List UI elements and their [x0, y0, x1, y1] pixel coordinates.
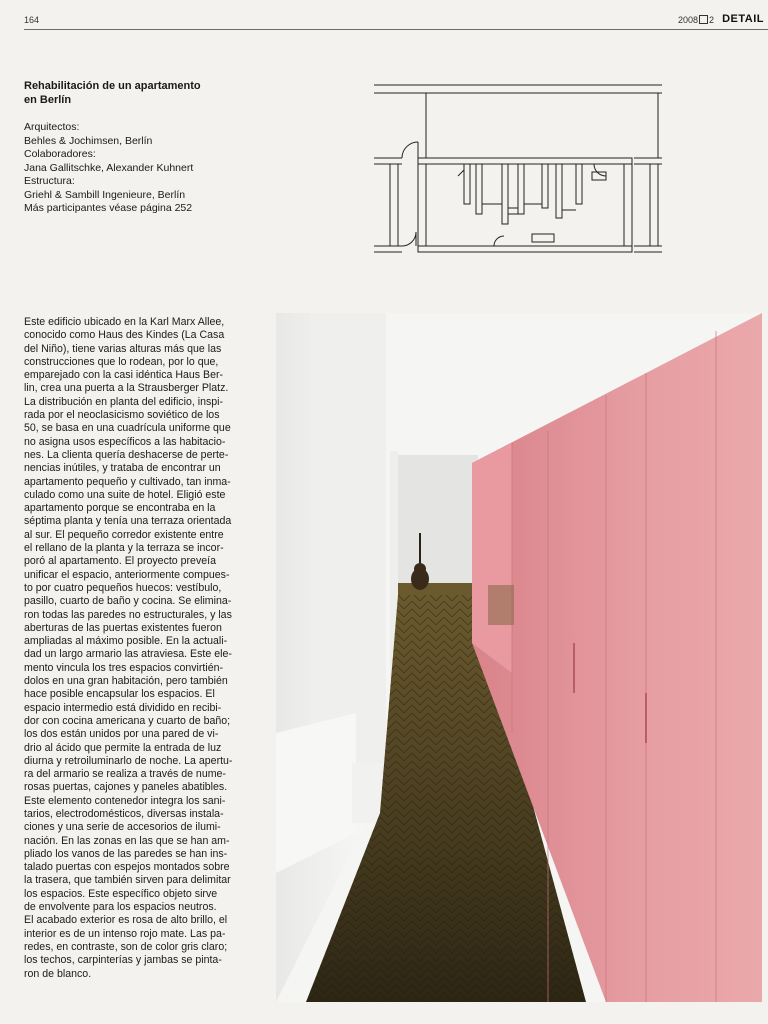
body-line: al sur. El pequeño corredor existente entre: [24, 528, 224, 541]
body-line: de envolvente para los espacios neutros.: [24, 901, 217, 914]
body-line: ron todas las paredes no estructurales, y las: [24, 608, 232, 621]
credit-line: Behles & Jochimsen, Berlín: [24, 134, 153, 147]
body-line: ra del armario se realiza a través de nume-: [24, 768, 226, 781]
body-line: del Niño), tiene varias alturas más que las: [24, 342, 222, 355]
issue-year: 2008: [677, 15, 698, 25]
article-body: [24, 316, 260, 981]
body-line: rosas puertas, cajones y paneles abatibles.: [24, 781, 228, 794]
body-line: rada por el neoclasicismo soviético de los: [24, 409, 220, 422]
body-line: nación. En las zonas en las que se han am-: [24, 834, 230, 847]
credit-line: Griehl & Sambill Ingenieure, Berlín: [24, 188, 186, 201]
body-line: ciones y una serie de accesorios de ilumi-: [24, 821, 221, 834]
body-line: ampliadas al máximo posible. En la actuali-: [24, 635, 228, 648]
body-line: no asigna usos específicos a las habitacio-: [24, 435, 226, 448]
body-line: Este elemento contenedor integra los sani-: [24, 794, 226, 807]
header-divider: [24, 29, 768, 30]
body-line: talado puertas con espejos montados sobre: [24, 861, 230, 874]
body-line: nes. La clienta quería deshacerse de perte-: [24, 448, 229, 461]
body-line: nencias inútiles, y trataba de encontrar un: [24, 462, 221, 475]
body-line: drio al ácido que permite la entrada de luz: [24, 741, 222, 754]
body-line: ron de blanco.: [24, 967, 92, 980]
body-line: pliado los vanos de las paredes se han ins-: [24, 847, 228, 860]
body-line: Este edificio ubicado en la Karl Marx Allee,: [24, 316, 225, 328]
issue-label: [678, 15, 714, 25]
body-line: apartamento porque se encontraba en la: [24, 502, 216, 515]
credit-line: Jana Gallitschke, Alexander Kuhnert: [24, 161, 194, 174]
body-line: La distribución en planta del edificio, inspi-: [24, 395, 224, 408]
issue-separator-icon: [699, 15, 708, 24]
body-line: hace posible encapsular los espacios. El: [24, 688, 215, 701]
title-line: Rehabilitación de un apartamento: [24, 80, 201, 92]
body-line: tarios, electrodomésticos, diversas instala-: [24, 807, 224, 820]
body-line: mento vincula los tres espacios convirtién-: [24, 661, 224, 674]
credit-line: Más participantes véase página 252: [24, 202, 193, 214]
body-line: la trasera, que también sirven para delimitar: [24, 874, 231, 887]
body-line: el rellano de la planta y la terraza se incor-: [24, 542, 224, 555]
issue-number: 2: [708, 15, 714, 25]
floor-plan: [372, 80, 664, 260]
body-line: to por cuatro pequeños huecos: vestíbulo,: [24, 581, 222, 594]
page-header: [0, 0, 768, 30]
body-line: dor con cocina americana y cuarto de baño;: [24, 714, 231, 727]
title-line: en Berlín: [24, 93, 72, 106]
body-line: 50, se basa en una cuadrícula uniforme que: [24, 422, 231, 435]
interior-photo: [276, 313, 762, 1002]
body-line: construcciones que lo rodean, por lo que,: [24, 355, 219, 368]
credit-line: Colaboradores:: [24, 148, 96, 160]
body-line: apartamento pequeño y cultivado, tan inma-: [24, 475, 231, 488]
body-line: diurna y retroiluminarlo de noche. La apertu-: [24, 754, 233, 767]
body-line: séptima planta y tenía una terraza orientada: [24, 515, 232, 528]
article-info: [24, 80, 264, 216]
body-line: aberturas de las puertas existentes fueron: [24, 621, 222, 634]
body-line: culado como una suite de hotel. Eligió este: [24, 488, 226, 501]
credits-list: [24, 121, 264, 216]
body-line: pasillo, cuarto de baño y cocina. Se elimina-: [24, 595, 232, 608]
body-line: unificar el espacio, anteriormente compues-: [24, 568, 230, 581]
credit-line: Estructura:: [24, 175, 75, 187]
body-line: El acabado exterior es rosa de alto brillo, el: [24, 914, 228, 927]
body-line: emparejado con la casi idéntica Haus Ber-: [24, 369, 224, 382]
credit-line: Arquitectos:: [24, 121, 80, 133]
page-number: 164: [24, 15, 40, 25]
body-line: dolos en una gran habitación, pero también: [24, 675, 228, 688]
body-line: dad un largo armario las atraviesa. Este ele-: [24, 648, 232, 661]
magazine-logo: DETAIL: [722, 13, 764, 25]
body-line: espacio intermedio está dividido en recibi-: [24, 701, 222, 714]
body-line: los techos, carpinterías y jambas se pinta-: [24, 954, 222, 967]
body-line: conocido como Haus des Kindes (La Casa: [24, 329, 225, 342]
body-line: poró al apartamento. El proyecto preveía: [24, 555, 216, 568]
body-line: redes, en contraste, son de color gris claro;: [24, 940, 228, 953]
body-line: interior es de un intenso rojo mate. Las pa-: [24, 927, 226, 940]
body-line: lin, crea una puerta a la Strausberger Platz.: [24, 382, 229, 395]
article-title: [24, 80, 264, 107]
body-line: los espacios. Este específico objeto sirve: [24, 887, 218, 900]
body-line: los dos están unidos por una pared de vi-: [24, 728, 219, 741]
